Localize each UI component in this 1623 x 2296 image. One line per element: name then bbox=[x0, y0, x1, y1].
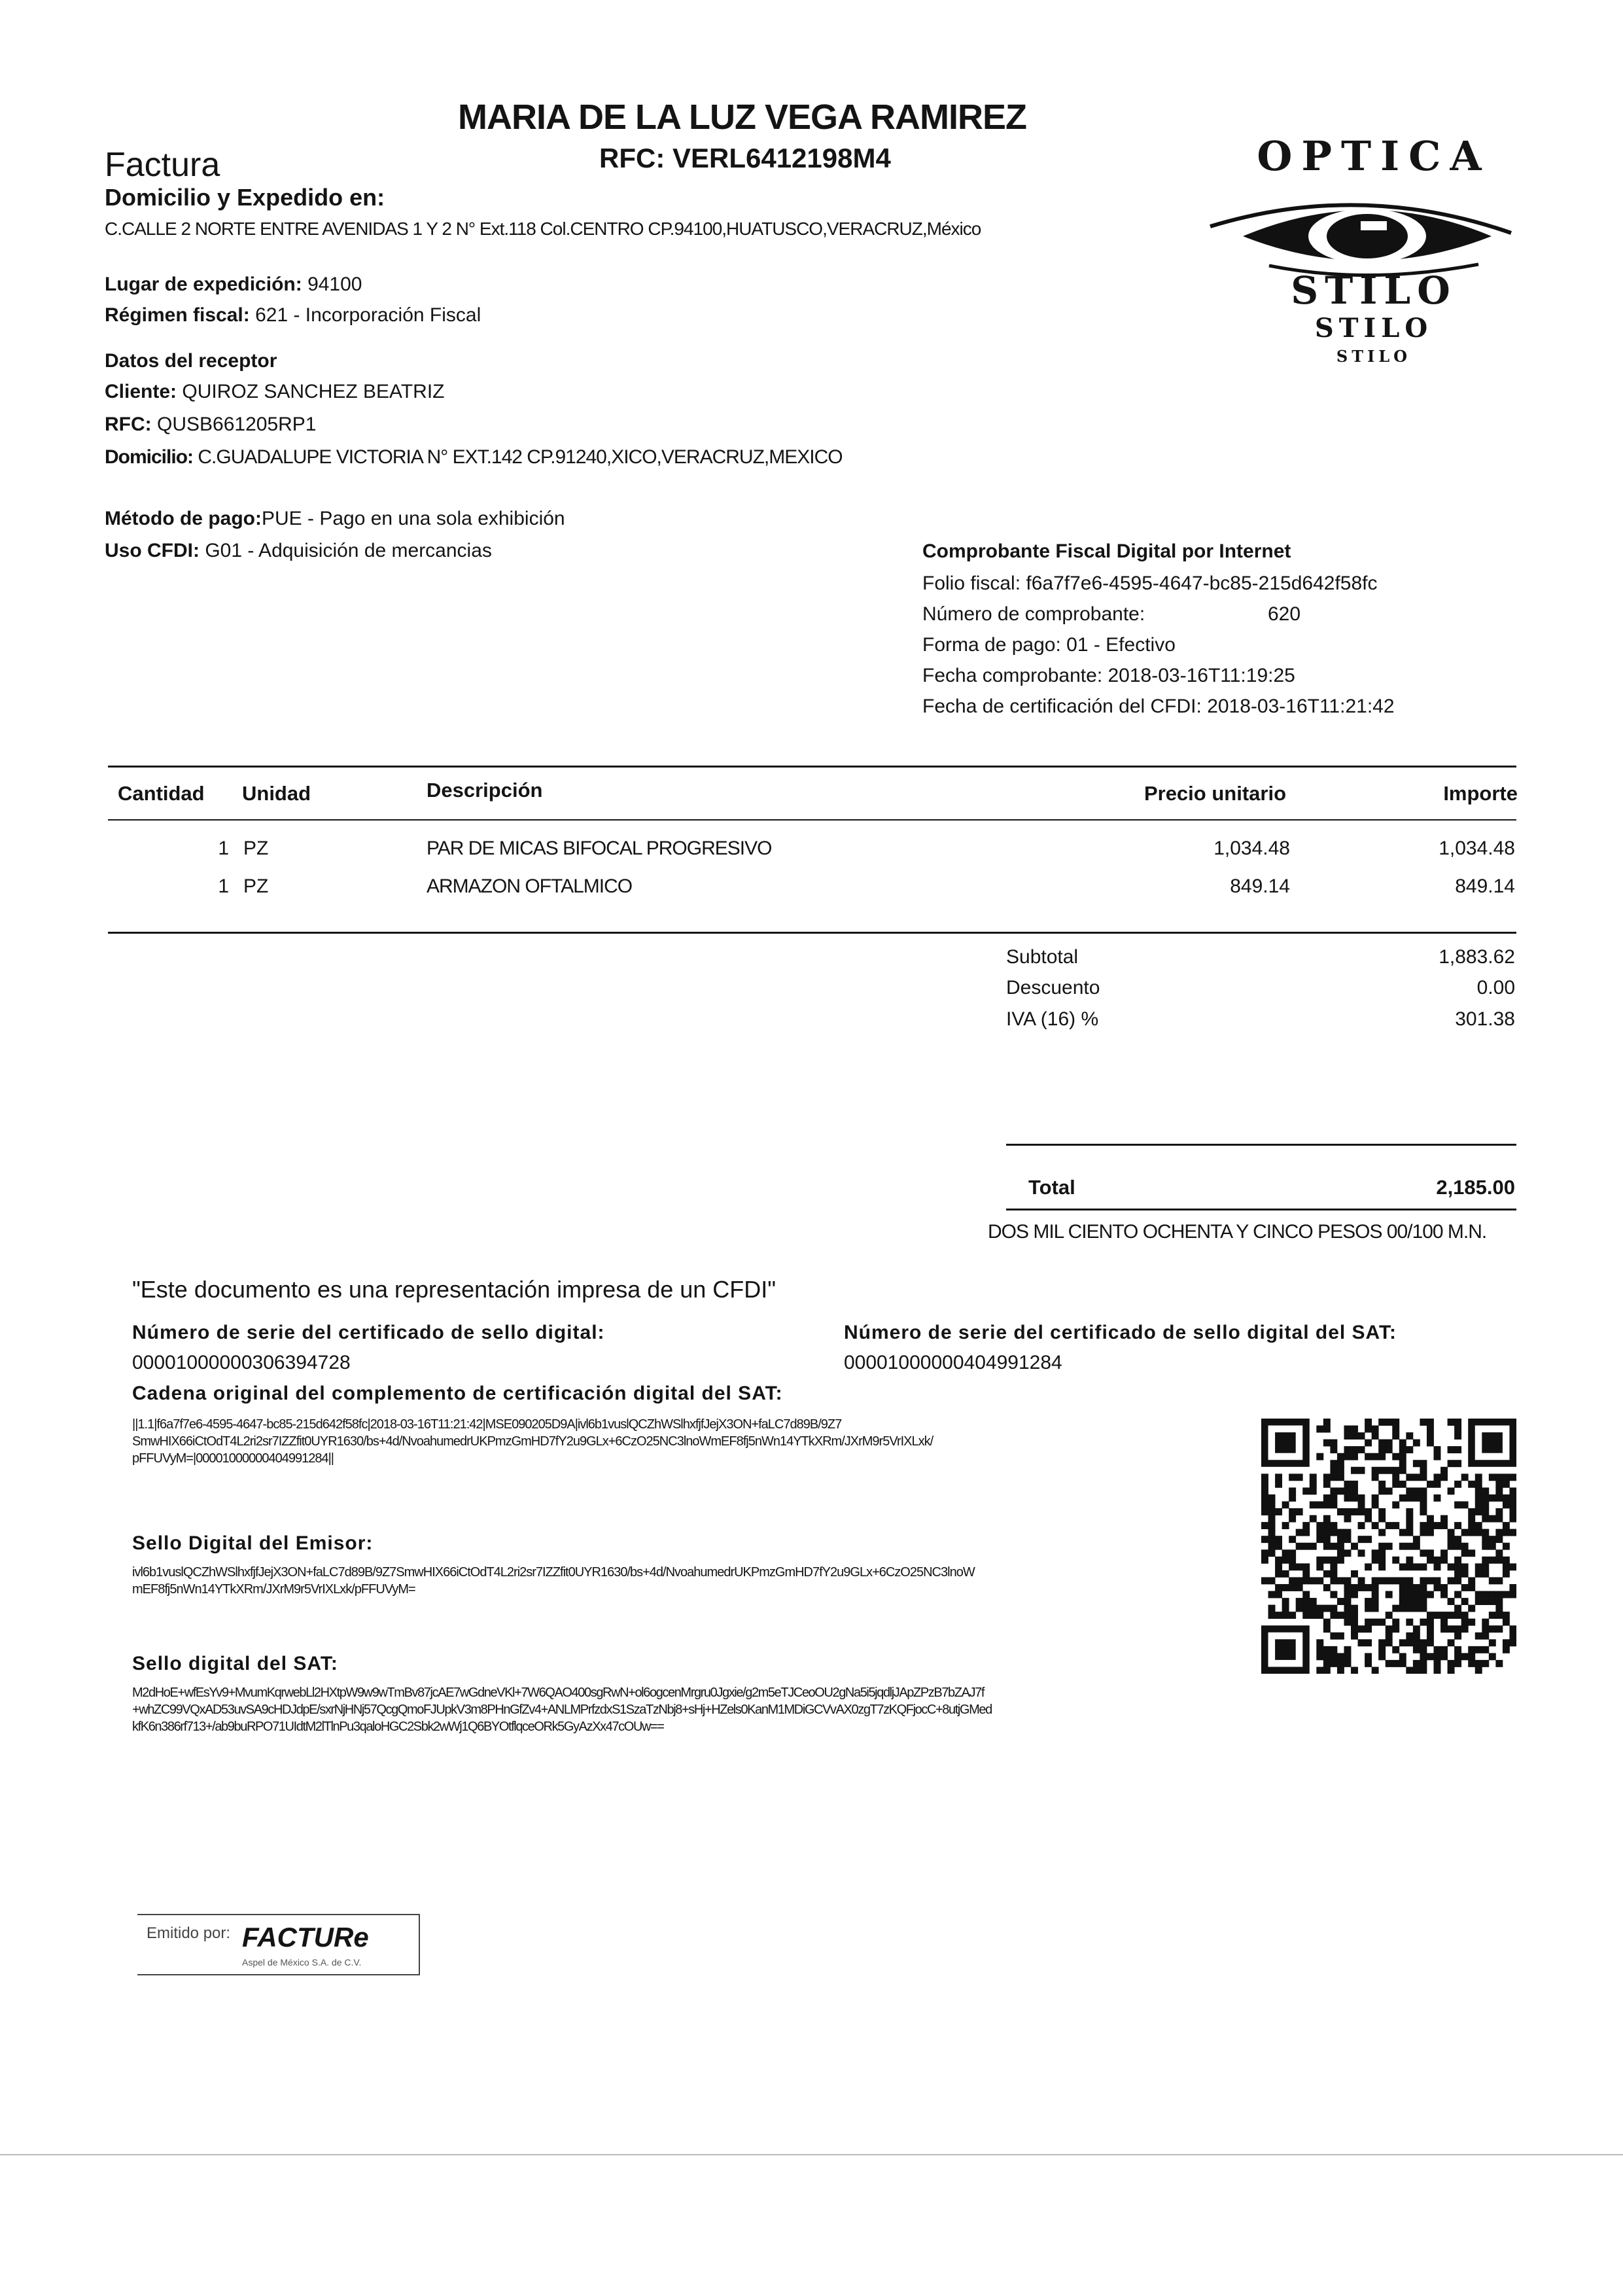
qr-code-icon bbox=[1261, 1419, 1516, 1674]
table-bottom-rule bbox=[108, 932, 1516, 934]
row-desc: PAR DE MICAS BIFOCAL PROGRESIVO bbox=[427, 838, 772, 859]
doc-type-title: Factura bbox=[105, 146, 220, 184]
cert-serial-label: Número de serie del certificado de sello digital: bbox=[132, 1322, 605, 1343]
facture-logo: FACTURe bbox=[242, 1922, 369, 1952]
cfdi-number-value: 620 bbox=[1268, 603, 1301, 625]
issuer-address-label: Domicilio y Expedido en: bbox=[105, 184, 385, 211]
row-qty: 1 bbox=[218, 875, 229, 897]
header-qty: Cantidad bbox=[118, 782, 205, 805]
issuer-rfc: RFC: VERL6412198M4 bbox=[599, 143, 891, 173]
receiver-client-value: QUIROZ SANCHEZ BEATRIZ bbox=[182, 381, 445, 402]
iva-label: IVA (16) % bbox=[1006, 1008, 1099, 1030]
total-in-words: DOS MIL CIENTO OCHENTA Y CINCO PESOS 00/100 M.N. bbox=[988, 1221, 1487, 1243]
discount-value: 0.00 bbox=[1476, 977, 1515, 998]
cfdi-payment-form-label: Forma de pago: bbox=[922, 634, 1061, 656]
row-unit: PZ bbox=[243, 838, 269, 859]
row-price: 849.14 bbox=[1230, 875, 1290, 897]
sat-seal-text bbox=[132, 1684, 1244, 1735]
header-desc: Descripción bbox=[427, 779, 543, 802]
row-desc: ARMAZON OFTALMICO bbox=[427, 875, 633, 897]
table-header-rule bbox=[108, 819, 1516, 821]
receiver-client-label: Cliente: bbox=[105, 381, 177, 402]
receiver-section-label: Datos del receptor bbox=[105, 350, 277, 372]
cfdi-date-value: 2018-03-16T11:19:25 bbox=[1108, 665, 1295, 686]
discount-label: Descuento bbox=[1006, 977, 1100, 998]
payment-method-label: Método de pago: bbox=[105, 508, 262, 529]
receiver-address bbox=[105, 446, 843, 468]
cfdi-use-label: Uso CFDI: bbox=[105, 540, 200, 561]
header-price: Precio unitario bbox=[1143, 782, 1286, 805]
sat-seal-line: kfK6n386rf713+/ab9buRPO71UIdtM2lTlnPu3qaloHGC2Sbk2wWj1Q6BYOtflqceORk5GyAzXx47cOUw== bbox=[132, 1720, 664, 1734]
payment-method-value: PUE - Pago en una sola exhibición bbox=[261, 508, 565, 529]
emisor-seal-text bbox=[132, 1564, 1218, 1598]
chain-line: pFFUVyM=|00001000000404991284|| bbox=[132, 1451, 334, 1466]
expedition-place-value: 94100 bbox=[307, 274, 362, 295]
total-bottom-rule bbox=[1006, 1209, 1516, 1210]
fiscal-regime-value: 621 - Incorporación Fiscal bbox=[255, 304, 481, 326]
sat-cert-serial-value: 00001000000404991284 bbox=[844, 1352, 1062, 1373]
receiver-rfc bbox=[105, 414, 317, 436]
emisor-seal-label: Sello Digital del Emisor: bbox=[132, 1532, 374, 1554]
logo-word-stilo-1: STILO bbox=[1291, 268, 1457, 313]
scan-edge-line bbox=[0, 2154, 1623, 2155]
cfdi-date bbox=[922, 665, 1295, 687]
cert-serial-value: 00001000000306394728 bbox=[132, 1352, 351, 1373]
sat-seal-line: +whZC99VQxAD53uvSA9cHDJdpE/sxrNjHNj57QcgQmoFJUpkV3m8PHnGfZv4+ANLMPrfzdxS1SzaTzNbj8+sHj+HZels0KanM1MDiGCVvAX0zgT7zKQFjocC+8utjGMed bbox=[132, 1703, 992, 1717]
cfdi-cert-date bbox=[922, 696, 1395, 718]
emitted-by-label: Emitido por: bbox=[147, 1924, 231, 1942]
header-amount: Importe bbox=[1443, 782, 1518, 805]
payment-method bbox=[105, 508, 565, 530]
chain-text bbox=[132, 1416, 1218, 1467]
sat-cert-serial-label: Número de serie del certificado de sello digital del SAT: bbox=[844, 1322, 1397, 1343]
cfdi-number-label: Número de comprobante: bbox=[922, 603, 1145, 625]
fiscal-regime-label: Régimen fiscal: bbox=[105, 304, 250, 326]
row-unit: PZ bbox=[243, 875, 269, 897]
total-top-rule bbox=[1006, 1144, 1516, 1146]
chain-label: Cadena original del complemento de certificación digital del SAT: bbox=[132, 1383, 783, 1404]
receiver-rfc-label: RFC: bbox=[105, 414, 152, 435]
emisor-seal-line: ivl6b1vuslQCZhWSlhxfjfJejX3ON+faLC7d89B/9Z7SmwHIX66iCtOdT4L2ri2sr7IZZfit0UYR1630/bs+4d/NvoahumedrUKPmzGmHD7fY2u9GLx+6CzO25NC3lnoW bbox=[132, 1565, 975, 1580]
receiver-rfc-value: QUSB661205RP1 bbox=[157, 414, 317, 435]
fiscal-regime bbox=[105, 304, 481, 327]
cfdi-cert-date-label: Fecha de certificación del CFDI: bbox=[922, 696, 1202, 717]
cfdi-date-label: Fecha comprobante: bbox=[922, 665, 1103, 686]
receiver-client bbox=[105, 381, 445, 403]
cfdi-representation-note: "Este documento es una representación impresa de un CFDI" bbox=[132, 1276, 777, 1303]
cfdi-title: Comprobante Fiscal Digital por Internet bbox=[922, 540, 1291, 562]
optica-stilo-logo bbox=[1204, 131, 1544, 380]
logo-word-stilo-2: STILO bbox=[1314, 313, 1433, 344]
issuer-address: C.CALLE 2 NORTE ENTRE AVENIDAS 1 Y 2 N° Ext.118 Col.CENTRO CP.94100,HUATUSCO,VERACRUZ,México bbox=[105, 219, 981, 239]
cfdi-folio-label: Folio fiscal: bbox=[922, 573, 1021, 594]
subtotal-label: Subtotal bbox=[1006, 946, 1079, 968]
cfdi-payment-form bbox=[922, 634, 1176, 656]
emisor-seal-line: mEF8fj5nWn14YTkXRm/JXrM9r5VrIXLxk/pFFUVyM= bbox=[132, 1582, 415, 1597]
expedition-place-label: Lugar de expedición: bbox=[105, 274, 302, 295]
facture-subtitle: Aspel de México S.A. de C.V. bbox=[242, 1957, 362, 1968]
receiver-address-value: C.GUADALUPE VICTORIA N° EXT.142 CP.91240,XICO,VERACRUZ,MEXICO bbox=[198, 446, 843, 468]
cfdi-folio bbox=[922, 573, 1378, 595]
sat-seal-label: Sello digital del SAT: bbox=[132, 1653, 338, 1674]
issuer-name: MARIA DE LA LUZ VEGA RAMIREZ bbox=[458, 97, 1026, 137]
total-value: 2,185.00 bbox=[1436, 1176, 1515, 1199]
expedition-place bbox=[105, 274, 362, 296]
row-price: 1,034.48 bbox=[1213, 838, 1290, 859]
cfdi-use bbox=[105, 540, 492, 562]
total-label: Total bbox=[1028, 1176, 1075, 1199]
chain-line: SmwHIX66iCtOdT4L2ri2sr7IZZfit0UYR1630/bs+4d/NvoahumedrUKPmzGmHD7fY2u9GLx+6CzO25NC3lnoWmEF8fj5nWn14YTkXRm/JXrM9r5VrIXLxk/ bbox=[132, 1434, 934, 1449]
cfdi-payment-form-value: 01 - Efectivo bbox=[1066, 634, 1176, 656]
header-unit: Unidad bbox=[242, 782, 311, 805]
cfdi-folio-value: f6a7f7e6-4595-4647-bc85-215d642f58fc bbox=[1026, 573, 1378, 594]
cfdi-cert-date-value: 2018-03-16T11:21:42 bbox=[1207, 696, 1395, 717]
row-amount: 849.14 bbox=[1455, 875, 1515, 897]
sat-seal-line: M2dHoE+wfEsYv9+MvumKqrwebLl2HXtpW9w9wTmBv87jcAE7wGdneVKl+7W6QAO400sgRwN+ol6ogcenMrgru0Jgxie/g2m5eTJCeoOU2gNa5i5jqdljJApZPzB7bZAJ7f bbox=[132, 1686, 985, 1700]
logo-word-stilo-3: STILO bbox=[1336, 347, 1412, 366]
cfdi-use-value: G01 - Adquisición de mercancias bbox=[205, 540, 492, 561]
emitted-by-badge bbox=[137, 1914, 420, 1975]
receiver-address-label: Domicilio: bbox=[105, 446, 194, 468]
subtotal-value: 1,883.62 bbox=[1439, 946, 1515, 968]
row-amount: 1,034.48 bbox=[1439, 838, 1515, 859]
iva-value: 301.38 bbox=[1455, 1008, 1515, 1030]
chain-line: ||1.1|f6a7f7e6-4595-4647-bc85-215d642f58fc|2018-03-16T11:21:42|MSE090205D9A|ivl6b1vuslQCZhWSlhxfjfJejX3ON+faLC7d89B/9Z7 bbox=[132, 1417, 842, 1432]
table-top-rule bbox=[108, 766, 1516, 768]
row-qty: 1 bbox=[218, 838, 229, 859]
logo-word-optica: OPTICA bbox=[1257, 132, 1491, 180]
